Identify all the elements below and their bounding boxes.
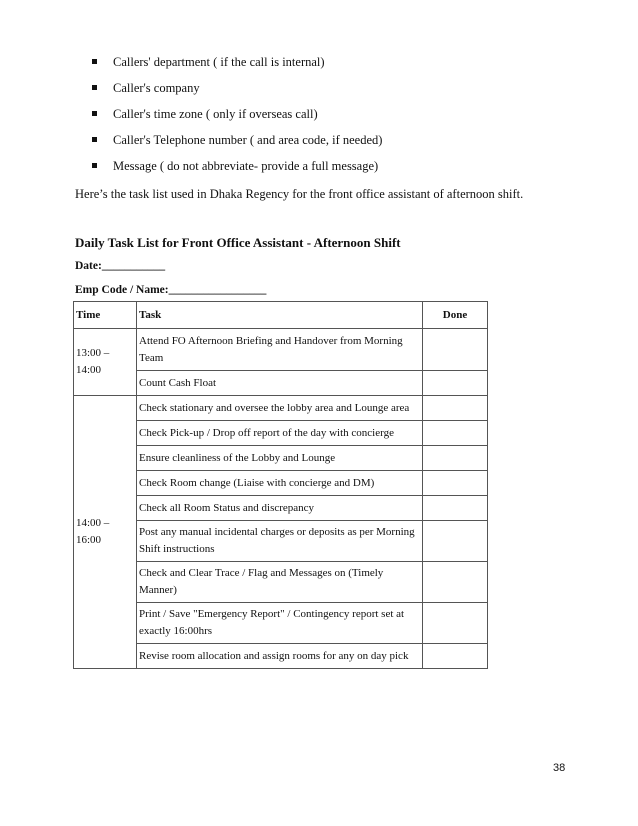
done-cell[interactable] xyxy=(423,329,488,371)
bullet-square-icon xyxy=(92,59,97,64)
done-cell[interactable] xyxy=(423,446,488,471)
table-row xyxy=(74,329,488,371)
task-table xyxy=(73,301,488,669)
task-cell: Check and Clear Trace / Flag and Messages on (Timely Manner) xyxy=(137,562,423,603)
table-row xyxy=(74,421,488,446)
task-list-heading: Daily Task List for Front Office Assistant - Afternoon Shift xyxy=(75,235,401,250)
bullet-square-icon xyxy=(92,137,97,142)
list-item: Message ( do not abbreviate- provide a full message) xyxy=(92,158,382,184)
task-cell: Attend FO Afternoon Briefing and Handover from Morning Team xyxy=(137,329,423,371)
table-row xyxy=(74,603,488,644)
task-cell: Count Cash Float xyxy=(137,371,423,396)
emp-field-label: Emp Code / Name:_________________ xyxy=(75,284,267,296)
done-cell[interactable] xyxy=(423,371,488,396)
table-header-row xyxy=(74,302,488,329)
caller-info-list xyxy=(92,54,382,184)
table-row xyxy=(74,396,488,421)
done-cell[interactable] xyxy=(423,562,488,603)
done-cell[interactable] xyxy=(423,496,488,521)
header-done: Done xyxy=(423,302,488,329)
list-item: Caller's time zone ( only if overseas call) xyxy=(92,106,382,132)
done-cell[interactable] xyxy=(423,603,488,644)
intro-paragraph: Here’s the task list used in Dhaka Regency for the front office assistant of afternoon shift. xyxy=(75,187,524,201)
table-row xyxy=(74,471,488,496)
table-row xyxy=(74,562,488,603)
task-cell: Check stationary and oversee the lobby area and Lounge area xyxy=(137,396,423,421)
task-cell: Print / Save "Emergency Report" / Contingency report set at exactly 16:00hrs xyxy=(137,603,423,644)
bullet-square-icon xyxy=(92,111,97,116)
list-item: Caller's Telephone number ( and area code, if needed) xyxy=(92,132,382,158)
page-number: 38 xyxy=(553,762,566,774)
task-cell: Check Room change (Liaise with concierge and DM) xyxy=(137,471,423,496)
date-field-label: Date:___________ xyxy=(75,260,166,272)
header-task: Task xyxy=(137,302,423,329)
task-cell: Ensure cleanliness of the Lobby and Lounge xyxy=(137,446,423,471)
done-cell[interactable] xyxy=(423,396,488,421)
task-cell: Post any manual incidental charges or deposits as per Morning Shift instructions xyxy=(137,521,423,562)
bullet-square-icon xyxy=(92,85,97,90)
list-item: Callers' department ( if the call is internal) xyxy=(92,54,382,80)
table-row xyxy=(74,446,488,471)
table-row xyxy=(74,371,488,396)
table-row xyxy=(74,496,488,521)
time-cell: 14:00 – 16:00 xyxy=(74,396,137,669)
header-time: Time xyxy=(74,302,137,329)
task-cell: Revise room allocation and assign rooms for any on day pick xyxy=(137,644,423,669)
done-cell[interactable] xyxy=(423,521,488,562)
time-cell: 13:00 – 14:00 xyxy=(74,329,137,396)
table-row xyxy=(74,521,488,562)
done-cell[interactable] xyxy=(423,471,488,496)
task-cell: Check all Room Status and discrepancy xyxy=(137,496,423,521)
list-item: Caller's company xyxy=(92,80,382,106)
task-cell: Check Pick-up / Drop off report of the day with concierge xyxy=(137,421,423,446)
bullet-square-icon xyxy=(92,163,97,168)
done-cell[interactable] xyxy=(423,421,488,446)
table-row xyxy=(74,644,488,669)
done-cell[interactable] xyxy=(423,644,488,669)
